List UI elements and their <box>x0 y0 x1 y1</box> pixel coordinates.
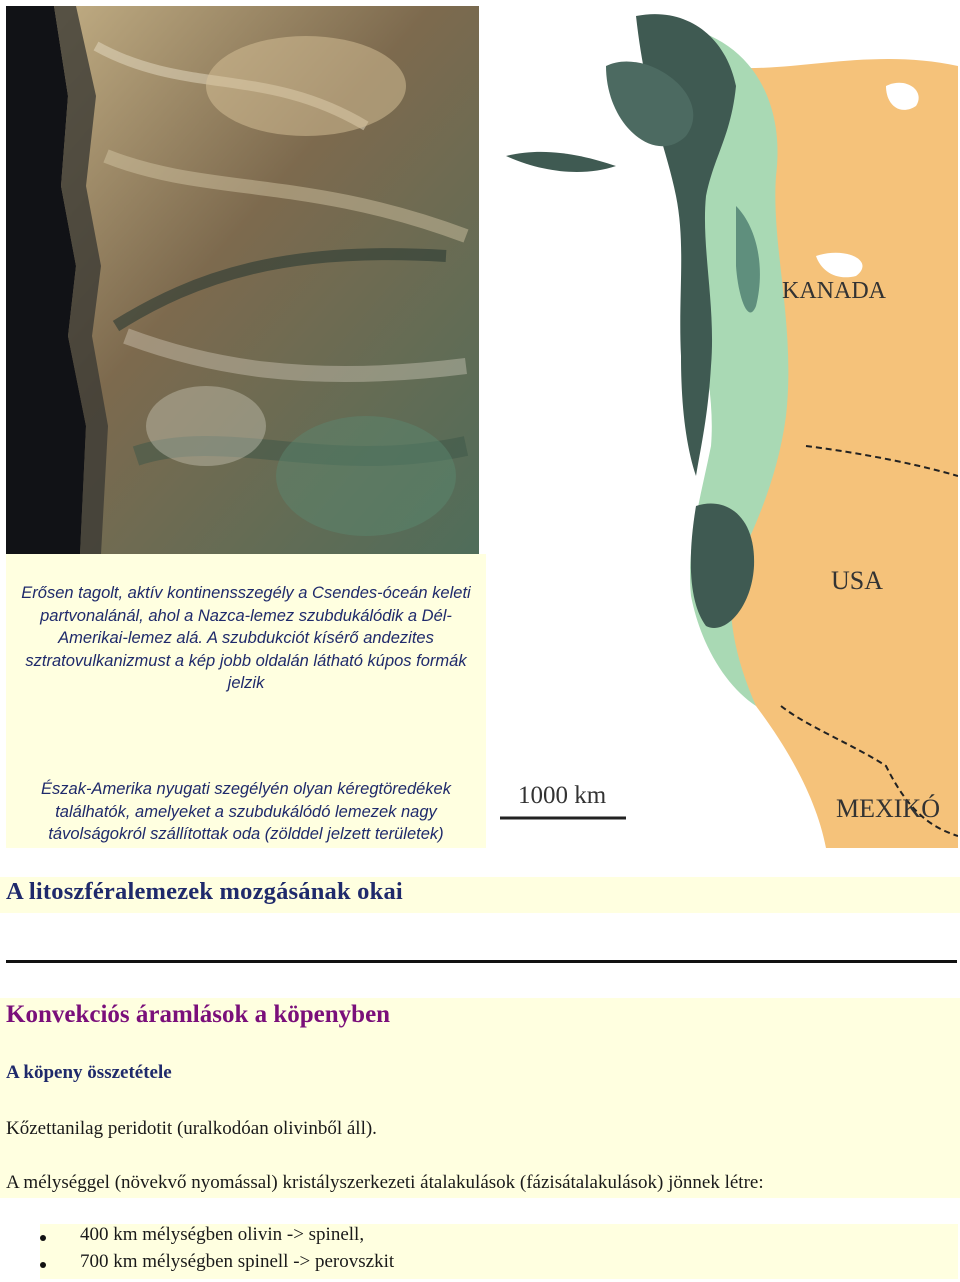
bullet-icon <box>40 1262 46 1268</box>
terrane-map <box>486 6 958 848</box>
bullet-icon <box>40 1235 46 1241</box>
satellite-caption: Erősen tagolt, aktív kontinensszegély a Csendes-óceán keleti partvonalánál, ahol a Nazca-lemez szubdukálódik a Dél-Amerikai-lemez alá. A szubdukciót kísérő andezites sztratovulkanizmust a kép jobb oldalán látható kúpos formák jelzik <box>21 584 471 692</box>
label-usa: USA <box>831 566 884 595</box>
label-mexiko: MEXIKÓ <box>836 794 940 823</box>
paragraph-transformations: A mélységgel (növekvő nyomással) kristályszerkezeti átalakulások (fázisátalakulások) jönnek létre: <box>6 1172 764 1193</box>
label-kanada: KANADA <box>782 278 886 304</box>
scale-label: 1000 km <box>518 782 607 809</box>
horizontal-divider <box>6 960 957 963</box>
terrane-map-graphic <box>486 6 958 848</box>
caption-panel <box>6 554 486 848</box>
section-title: A litoszféralemezek mozgásának okai <box>6 878 403 905</box>
map-caption: Észak-Amerika nyugati szegélyén olyan kéregtöredékek találhatók, amelyeket a szubdukálódó lemezek nagy távolságokról szállítottak oda (zölddel jelzett területek) <box>41 780 451 843</box>
subsection-band <box>0 998 960 1198</box>
subsection-title: Konvekciós áramlások a köpenyben <box>6 1001 391 1028</box>
list-item-text: 700 km mélységben spinell -> perovszkit <box>80 1251 395 1272</box>
subsection-subtitle: A köpeny összetétele <box>6 1062 172 1083</box>
phase-list <box>40 1224 958 1279</box>
satellite-image <box>6 6 479 554</box>
satellite-image-graphic <box>6 6 479 554</box>
paragraph-composition: Kőzettanilag peridotit (uralkodóan olivinből áll). <box>6 1118 377 1139</box>
section-heading-band <box>0 877 960 913</box>
list-item-text: 400 km mélységben olivin -> spinell, <box>80 1224 365 1245</box>
